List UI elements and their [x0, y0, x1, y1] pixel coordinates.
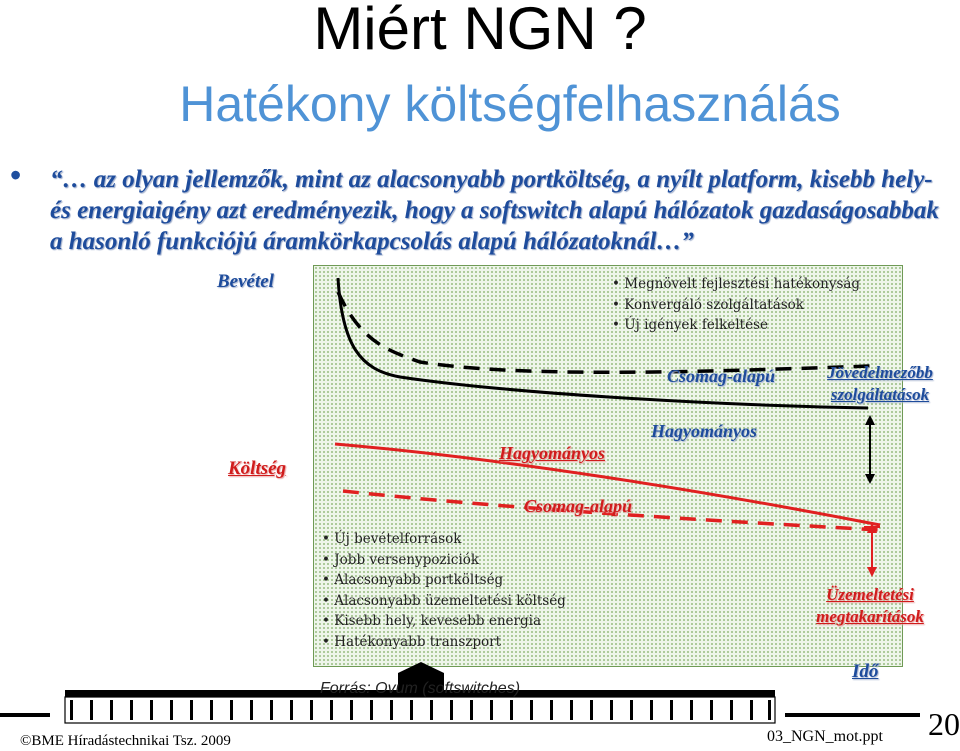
quote-bullet: “… az olyan jellemzők, mint az alacsonyabb portköltség, a nyílt platform, kisebb hely- és energiaigény azt eredményezik, hogy a softswitch alapú hálózatok gazdaságosabbak a hasonló funkciójú áramkörkapcsolás alapú hálózatoknál…”	[50, 166, 939, 255]
footer-copyright: ©BME Híradástechnikai Tsz. 2009	[20, 733, 231, 749]
list-item: • Konvergáló szolgáltatások	[612, 295, 860, 316]
list-item: • Jobb versenypoziciók	[322, 550, 566, 571]
revenue-axis-label: Bevétel	[217, 271, 274, 292]
footer-divider	[785, 713, 920, 717]
profit-gap-label: Jövedelmezőbb szolgáltatások	[827, 363, 933, 404]
cost-axis-label: Költség	[228, 458, 287, 479]
page-number: 20	[928, 706, 960, 742]
revenue-benefits-list	[612, 274, 860, 336]
cost-traditional-label: Hagyományos	[499, 443, 605, 463]
list-item: • Alacsonyabb portköltség	[322, 570, 566, 591]
time-axis-label: Idő	[852, 661, 879, 682]
list-item: • Alacsonyabb üzemeltetési költség	[322, 591, 566, 612]
cost-benefits-list	[322, 529, 566, 652]
footer-filename: 03_NGN_mot.ppt	[767, 728, 883, 745]
bullet-marker: •	[10, 157, 22, 193]
cost-packet-label: Csomag-alapú	[524, 496, 633, 516]
list-item: • Megnövelt fejlesztési hatékonyság	[612, 274, 860, 295]
list-item: • Hatékonyabb transzport	[322, 632, 566, 653]
chart-source: Forrás: Ovum (softswitches)	[320, 680, 521, 697]
footer-divider	[0, 713, 50, 717]
list-item: • Új bevételforrások	[322, 529, 566, 550]
list-item: • Kisebb hely, kevesebb energia	[322, 611, 566, 632]
list-item: • Új igények felkeltése	[612, 315, 860, 336]
slide-subtitle: Hatékony költségfelhasználás	[179, 76, 841, 132]
slide-title: Miért NGN ?	[313, 0, 647, 62]
revenue-traditional-label: Hagyományos	[651, 421, 757, 441]
revenue-packet-label: Csomag-alapú	[667, 366, 776, 386]
savings-gap-label: Üzemeltetési megtakarítások	[816, 585, 924, 626]
